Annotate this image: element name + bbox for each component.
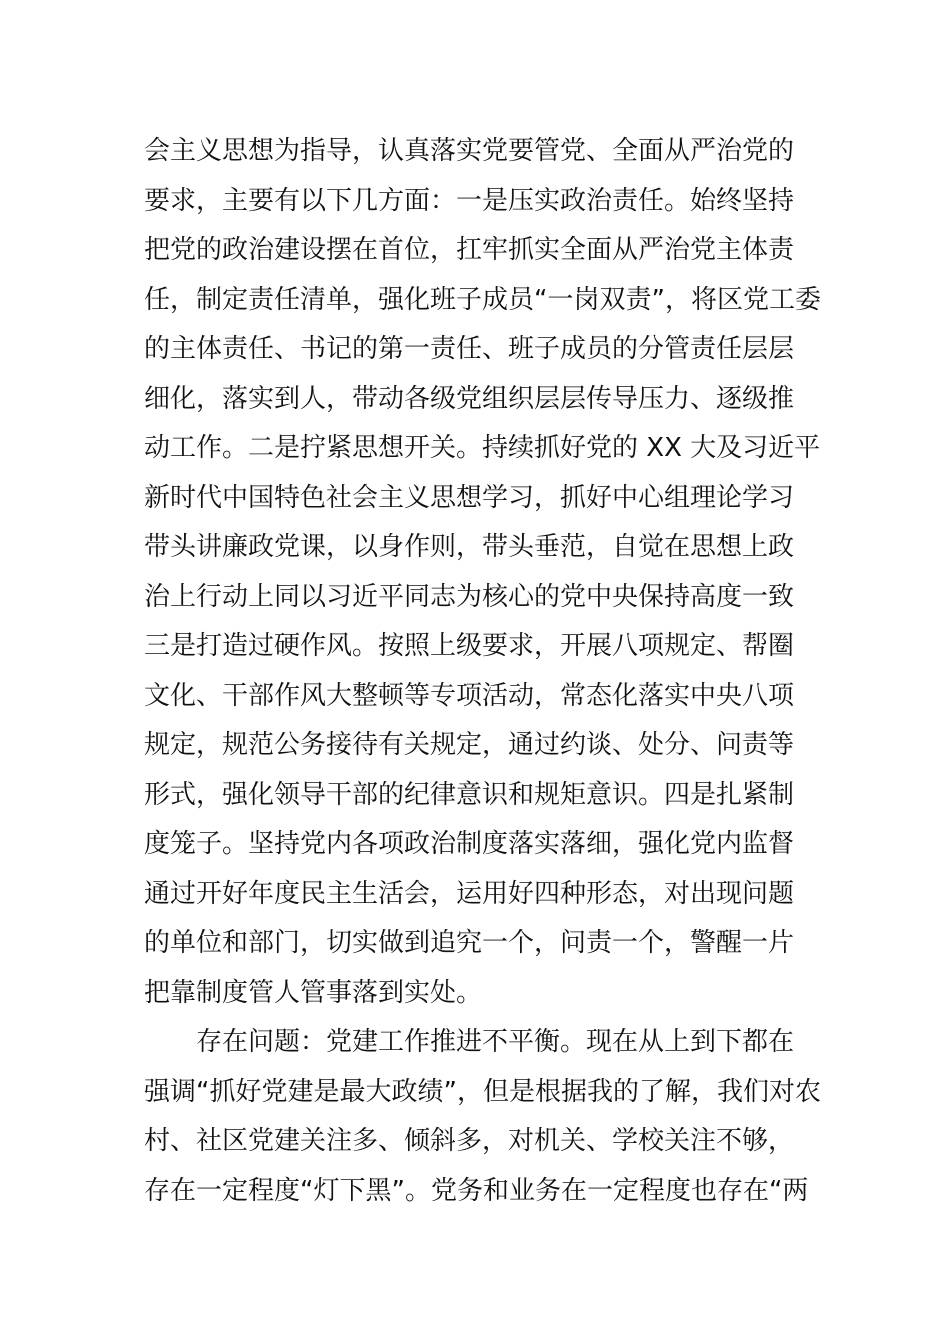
text-line: 任，制定责任清单，强化班子成员“一岗双责”，将区党工委 xyxy=(144,284,821,315)
text-line: 的单位和部门，切实做到追究一个，问责一个，警醒一片 xyxy=(144,928,795,958)
text-line: 形式，强化领导干部的纪律意识和规矩意识。四是扎紧制 xyxy=(144,779,795,810)
body-text xyxy=(144,127,821,1216)
text-line: 存在一定程度“灯下黑”。党务和业务在一定程度也存在“两 xyxy=(144,1175,809,1206)
text-line: 把靠制度管人管事落到实处。 xyxy=(144,977,483,1008)
text-line: 村、社区党建关注多、倾斜多，对机关、学校关注不够， xyxy=(144,1126,795,1156)
text-line: 文化、干部作风大整顿等专项活动，常态化落实中央八项 xyxy=(144,680,795,711)
text-line: 带头讲廉政党课，以身作则，带头垂范，自觉在思想上政 xyxy=(144,532,795,562)
text-line: 动工作。二是拧紧思想开关。持续抓好党的 XX 大及习近平 xyxy=(144,433,821,463)
text-line: 会主义思想为指导，认真落实党要管党、全面从严治党的 xyxy=(144,136,795,166)
text-line: 新时代中国特色社会主义思想学习，抓好中心组理论学习 xyxy=(144,482,795,513)
text-line: 规定，规范公务接待有关规定，通过约谈、处分、问责等 xyxy=(144,730,795,760)
text-line: 度笼子。坚持党内各项政治制度落实落细，强化党内监督 xyxy=(144,829,795,859)
text-line: 把党的政治建设摆在首位，扛牢抓实全面从严治党主体责 xyxy=(144,235,795,265)
text-line: 通过开好年度民主生活会，运用好四种形态，对出现问题 xyxy=(144,878,795,909)
text-line: 细化，落实到人，带动各级党组织层层传导压力、逐级推 xyxy=(144,383,795,414)
text-line: 治上行动上同以习近平同志为核心的党中央保持高度一致 xyxy=(144,581,795,612)
paragraph-start-line: 存在问题：党建工作推进不平衡。现在从上到下都在 xyxy=(196,1027,795,1057)
text-line: 三是打造过硬作风。按照上级要求，开展八项规定、帮圈 xyxy=(144,631,795,661)
text-line: 的主体责任、书记的第一责任、班子成员的分管责任层层 xyxy=(144,334,795,364)
text-line: 要求，主要有以下几方面：一是压实政治责任。始终坚持 xyxy=(144,185,795,216)
text-line: 强调“抓好党建是最大政绩”，但是根据我的了解，我们对农 xyxy=(144,1076,821,1107)
